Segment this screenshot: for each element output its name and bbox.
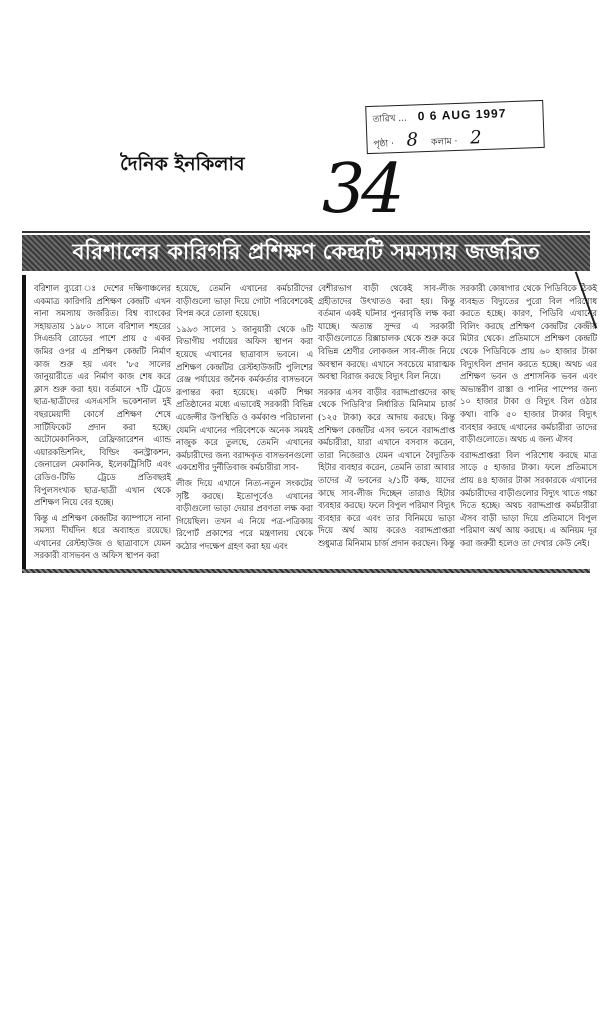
paragraph: ১৯৯৩ সালের ১ জানুয়ারী থেকে ৬টি বিভাগীয় পর্যায়ের অফিস স্থাপন করা হয়েছে এখানের ছাত্রাবাস ভবনে। এ প্রশিক্ষণ কেন্দ্রটির রেস্টহাউজটি পুলিশের রেঞ্জ পর্যায়ের জনৈক কর্মকর্তার বাসভবনে রূপান্তর করা হয়েছে। একটি শিক্ষা প্রতিষ্ঠানের মধ্যে এভাবেই সরকারী বিভিন্ন এজেন্সীর উপস্থিতি ও কর্মকাণ্ড পরিচালনা যেমনি এখানের পরিবেশকে অনেক সময়ই নাজুক করে তুলছে, তেমনি এখানের কর্মচারীদের জন্য বরাদ্দকৃত বাসভবনগুলো একশ্রেণীর দুর্নীতিবাজ কর্মচারীরা সাব- [176, 323, 313, 473]
page-label: পৃষ্ঠা [373, 139, 389, 150]
paragraph: সরকার এসব বাড়ীর বরাদ্দপ্রাপ্তদের কাছ থেকে পিডিবি'র নির্ধারিত মিনিমাম চার্জ (১২৫ টাকা) করে আদায় করছে। কিন্তু প্রশিক্ষণ কেন্দ্রটির এসব ভবনে বরাদ্দপ্রাপ্ত কর্মচারীরা, যারা এখানে বসবাস করেন, তারা নিজেরাও যেমন এখানে বৈদ্যুতিক হিটার ব্যবহার করেন, তেমনি তারা আবার তাদের ঐ ভবনের ২/১টি কক্ষ, যাদের কাছে সাব-লীজ দিচ্ছেন তারাও হিটার ব্যবহার করছে। ফলে বিপুল পরিমাণ বিদ্যুৎ ব্যবহার করে এবং তার বিনিময়ে ভাড়া দিয়ে অর্থ আয় করেও বরাদ্দপ্রাপ্তরা শুধুমাত্র মিনিমাম চার্জ প্রদান করছেন। কিন্তু [318, 386, 455, 548]
headline: বরিশালের কারিগরি প্রশিক্ষণ কেন্দ্রটি সমস্যায় জর্জরিত [72, 239, 540, 265]
top-rule [22, 231, 590, 233]
page-value: 8 [406, 129, 419, 151]
article-column-1 [34, 282, 171, 565]
paragraph: কিন্তু এ প্রশিক্ষণ কেন্দ্রটির ক্যাম্পাসে নানা সমস্যা দীর্ঘদিন ধরে অব্যাহত রয়েছে। এখানের রেস্টহাউজ ও ছাত্রাবাসে যেমন সরকারী বাসভবন ও অফিস স্থাপন করা [34, 512, 171, 561]
article-column-3 [318, 282, 455, 552]
paragraph: সরকারী কোষাগার থেকে পিডিবিকে ঠিকই ব্যবহৃত বিদ্যুতের পুরো বিল পরিশোধ করতে হচ্ছে। কারণ, পিডিবি এখানের বিলিং করছে প্রশিক্ষণ কেন্দ্রটির কেন্দ্রীয় মিটার থেকে। প্রতিমাসে প্রশিক্ষণ কেন্দ্রটি থেকে পিডিবিকে প্রায় ৬০ হাজার টাকা বিদ্যুৎবিল প্রদান করতে হচ্ছে। অথচ এর প্রশিক্ষণ ভবন ও প্রশাসনিক ভবন এবং অভ্যন্তরীণ রাস্তা ও পানির পাম্পের জন্য ১০ হাজার টাকা ও বিদ্যুৎ বিল ওঠার কথা। বাকি ৫০ হাজার টাকার বিদ্যুৎ ব্যবহার করছে এখানের কর্মচারীরা তাদের বাড়ীগুলোতে। অথচ এ জন্য ঐসব [460, 283, 597, 445]
article-column-4 [460, 282, 597, 552]
article-column-2 [176, 282, 313, 555]
article-body [22, 275, 597, 573]
column-label: কলাম [430, 137, 452, 148]
paragraph: বরাদ্দপ্রাপ্তরা বিল পরিশোধ করছে মাত্র সাড়ে ৫ হাজার টাকা। ফলে প্রতিমাসে প্রায় ৪৪ হাজার টাকা সরকারকে এখানের কর্মচারীদের বাড়ীগুলোর বিদ্যুৎ খাতে গচ্চা দিতে হচ্ছে। অথচ বরাদ্দপ্রাপ্ত কর্মচারীরা ঐসব বাড়ী ভাড়া দিয়ে প্রতিমাসে বিপুল পরিমাণ অর্থ আয় করছে। এ অনিয়ম দূর করা জরুরী হলেও তা দেখার কেউ নেই। [460, 449, 597, 548]
paragraph: হয়েছে, তেমনি এখানের কর্মচারীদের বাড়ীগুলো ভাড়া দিয়ে গোটা পরিবেশকেই বিপন্ন করে তোলা হয়েছে। [176, 283, 313, 319]
newspaper-masthead: দৈনিক ইনকিলাব [120, 153, 245, 175]
paragraph: বেশীরভাগ বাড়ী থেকেই সাব-লীজ গ্রহীতাদের উৎখাতও করা হয়। কিন্তু বর্তমান একই ঘটনার পুনরাবৃত্তি লক্ষ করা যাচ্ছে। অত্যন্ত সুন্দর এ সরকারী বাড়ীগুলোতে রিক্সাচালক থেকে শুরু করে বিভিন্ন শ্রেণীর লোকজন সাব-লীজ নিয়ে অবস্থান করছে। এখানে সবচেয়ে মারাত্মক অবস্থা বিরাজ করছে বিদ্যুৎ বিল নিয়ে। [318, 283, 455, 382]
headline-banner [22, 235, 590, 271]
bottom-rule [22, 569, 590, 573]
paragraph: বরিশাল ব্যুরো ঃ দেশের দক্ষিণাঞ্চলের একমাত্র কারিগরি প্রশিক্ষণ কেন্দ্রটি এখন নানা সমস্যায় জর্জরিত। বিশ্ব ব্যাংকের সহায়তায় ১৯৮০ সালে বরিশাল শহরের সিএন্ডবি রোডের পাশে প্রায় ৫ একর জমির ওপর এ প্রশিক্ষণ কেন্দ্রটি নির্মাণ কাজ শুরু হয় এবং '৮৫ সালের জানুয়ারীতে এর নির্মাণ কাজ শেষ করে ক্লাস শুরু করা হয়। বর্তমানে ৭টি ট্রেডে ছাত্র-ছাত্রীদের এসএসসি ভকেশনাল দুই বছরমেয়াদী কোর্সে প্রশিক্ষণ শেষে সার্টিফিকেট প্রদান করা হচ্ছে। অটোমেকানিকস, রেফ্রিজারেশন এ্যান্ড এয়ারকন্ডিশনিং, বিল্ডিং কনস্ট্রাকশন, জেনারেল মেকানিক, ইলেকট্রিসিটি এবং রেডিও-টিভি ট্রেডে প্রতিবছরই বিপুলসংখ্যক ছাত্র-ছাত্রী এখান থেকে প্রশিক্ষণ নিয়ে বের হচ্ছে। [34, 283, 171, 508]
article-columns [22, 275, 597, 569]
column-value: 2 [469, 127, 482, 149]
paragraph: লীজ দিয়ে এখানে নিত্য-নতুন সংকটের সৃষ্টি করছে। ইতোপূর্বেও এখানের বাড়ীগুলো ভাড়া দেয়ার প্রবণতা লক্ষ করা গিয়েছিল। তখন এ নিয়ে পত্র-পত্রিকায় রিপোর্ট প্রকাশের পরে মন্ত্রণালয় থেকে কঠোর পদক্ষেপ গ্রহণ করা হয় এবং [176, 477, 313, 551]
archive-stamp: তারিখ ... 0 6 AUG 1997 পৃষ্ঠা · 8 কলাম · 2 [365, 100, 545, 154]
handwritten-number: 34 [322, 150, 401, 229]
date-label: তারিখ [372, 114, 396, 125]
date-value: 0 6 AUG 1997 [417, 106, 507, 124]
